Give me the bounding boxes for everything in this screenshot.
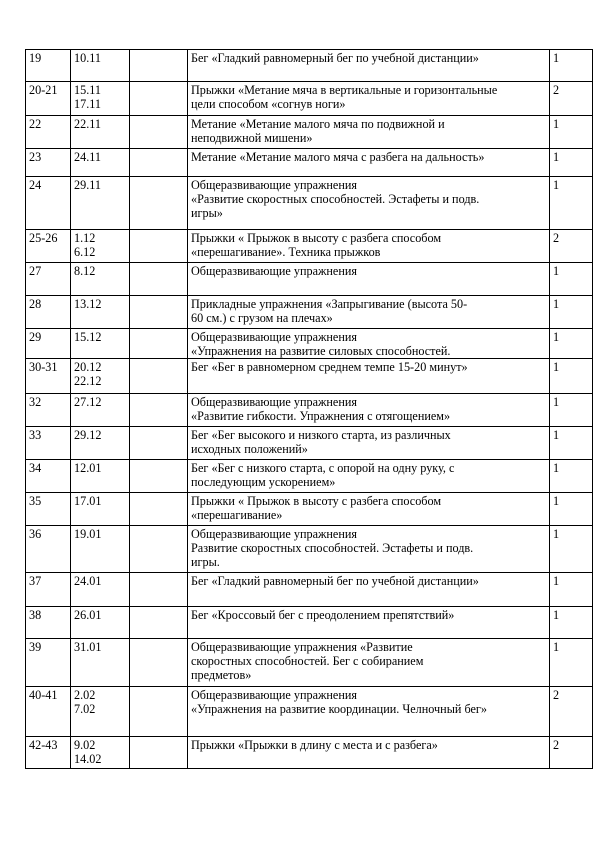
lesson-hours: 2 bbox=[553, 738, 560, 752]
lesson-hours: 1 bbox=[553, 297, 560, 311]
lesson-hours: 2 bbox=[553, 688, 560, 702]
lesson-number: 36 bbox=[29, 527, 42, 541]
lesson-topic-line: «Развитие скоростных способностей. Эстафеты и подв. bbox=[191, 192, 480, 206]
lesson-hours-cell bbox=[550, 573, 593, 607]
lesson-topic-line: «Развитие гибкости. Упражнения с отягощением» bbox=[191, 409, 451, 423]
lesson-number: 42-43 bbox=[29, 738, 58, 752]
lesson-topic-cell bbox=[188, 329, 550, 359]
empty-cell bbox=[130, 116, 188, 149]
empty-cell bbox=[130, 149, 188, 177]
lesson-number-cell bbox=[26, 263, 71, 296]
lesson-date: 9.02 bbox=[74, 738, 96, 752]
lesson-hours-cell bbox=[550, 607, 593, 639]
table-row bbox=[26, 493, 593, 526]
lesson-number-cell bbox=[26, 329, 71, 359]
lesson-number-cell bbox=[26, 573, 71, 607]
lesson-topic-line: последующим ускорением» bbox=[191, 475, 336, 489]
empty-cell bbox=[130, 687, 188, 737]
lesson-number-cell bbox=[26, 116, 71, 149]
table-row bbox=[26, 607, 593, 639]
lesson-hours: 2 bbox=[553, 231, 560, 245]
lesson-date-cell bbox=[71, 687, 130, 737]
lesson-number: 23 bbox=[29, 150, 42, 164]
lesson-topic-line: Общеразвивающие упражнения bbox=[191, 527, 357, 541]
lesson-date-cell bbox=[71, 263, 130, 296]
lesson-topic-cell bbox=[188, 460, 550, 493]
lesson-date: 17.01 bbox=[74, 494, 102, 508]
lesson-date: 13.12 bbox=[74, 297, 102, 311]
lesson-topic-line: цели способом «согнув ноги» bbox=[191, 97, 346, 111]
lesson-topic-line: Метание «Метание малого мяча по подвижной и bbox=[191, 117, 445, 131]
lesson-topic-line: Бег «Гладкий равномерный бег по учебной дистанции» bbox=[191, 51, 479, 65]
table-row bbox=[26, 177, 593, 230]
lesson-topic-line: Бег «Бег в равномерном среднем темпе 15-20 минут» bbox=[191, 360, 468, 374]
lesson-date: 14.02 bbox=[74, 752, 102, 766]
lesson-topic-line: исходных положений» bbox=[191, 442, 308, 456]
lesson-number-cell bbox=[26, 737, 71, 769]
lesson-hours-cell bbox=[550, 263, 593, 296]
lesson-number-cell bbox=[26, 394, 71, 427]
lesson-hours-cell bbox=[550, 116, 593, 149]
lesson-topic-line: Бег «Бег высокого и низкого старта, из различных bbox=[191, 428, 451, 442]
lesson-date: 20.12 bbox=[74, 360, 102, 374]
lesson-topic-line: предметов» bbox=[191, 668, 252, 682]
lesson-topic-line: Метание «Метание малого мяча с разбега на дальность» bbox=[191, 150, 485, 164]
lesson-date-cell bbox=[71, 427, 130, 460]
lesson-topic-cell bbox=[188, 687, 550, 737]
lesson-hours-cell bbox=[550, 639, 593, 687]
lesson-number-cell bbox=[26, 177, 71, 230]
lesson-hours-cell bbox=[550, 460, 593, 493]
table-row bbox=[26, 460, 593, 493]
lesson-hours-cell bbox=[550, 50, 593, 82]
lesson-date: 12.01 bbox=[74, 461, 102, 475]
lesson-topic-line: Прикладные упражнения «Запрыгивание (высота 50- bbox=[191, 297, 468, 311]
lesson-number: 40-41 bbox=[29, 688, 58, 702]
lesson-date: 22.11 bbox=[74, 117, 101, 131]
lesson-hours: 1 bbox=[553, 461, 560, 475]
lesson-date-cell bbox=[71, 573, 130, 607]
lesson-topic-line: Общеразвивающие упражнения bbox=[191, 178, 357, 192]
lesson-number-cell bbox=[26, 427, 71, 460]
lesson-hours: 1 bbox=[553, 330, 560, 344]
lesson-date: 31.01 bbox=[74, 640, 102, 654]
lesson-date: 26.01 bbox=[74, 608, 102, 622]
table-row bbox=[26, 82, 593, 116]
table-row bbox=[26, 639, 593, 687]
lesson-hours-cell bbox=[550, 526, 593, 573]
lesson-number: 29 bbox=[29, 330, 42, 344]
lesson-hours-cell bbox=[550, 359, 593, 394]
lesson-topic-line: Общеразвивающие упражнения bbox=[191, 395, 357, 409]
empty-cell bbox=[130, 296, 188, 329]
empty-cell bbox=[130, 526, 188, 573]
table-row bbox=[26, 116, 593, 149]
lesson-date: 24.11 bbox=[74, 150, 101, 164]
empty-cell bbox=[130, 82, 188, 116]
lesson-date: 1.12 bbox=[74, 231, 96, 245]
lesson-date: 8.12 bbox=[74, 264, 96, 278]
lesson-date-cell bbox=[71, 82, 130, 116]
lesson-number: 37 bbox=[29, 574, 42, 588]
lesson-date-cell bbox=[71, 639, 130, 687]
lesson-topic-cell bbox=[188, 573, 550, 607]
empty-cell bbox=[130, 427, 188, 460]
lesson-number-cell bbox=[26, 607, 71, 639]
lesson-topic-line: игры» bbox=[191, 206, 223, 220]
lesson-hours: 1 bbox=[553, 527, 560, 541]
table-row bbox=[26, 573, 593, 607]
lesson-topic-cell bbox=[188, 526, 550, 573]
lesson-hours: 1 bbox=[553, 360, 560, 374]
lesson-number: 35 bbox=[29, 494, 42, 508]
lesson-topic-cell bbox=[188, 149, 550, 177]
lesson-date-cell bbox=[71, 50, 130, 82]
lesson-number-cell bbox=[26, 460, 71, 493]
lesson-number: 38 bbox=[29, 608, 42, 622]
table-body bbox=[26, 50, 593, 769]
lesson-date: 15.12 bbox=[74, 330, 102, 344]
lesson-number-cell bbox=[26, 82, 71, 116]
lesson-topic-cell bbox=[188, 493, 550, 526]
lesson-date-cell bbox=[71, 460, 130, 493]
lesson-topic-line: Общеразвивающие упражнения bbox=[191, 264, 357, 278]
table-row bbox=[26, 263, 593, 296]
lesson-hours-cell bbox=[550, 177, 593, 230]
lesson-number: 34 bbox=[29, 461, 42, 475]
lesson-hours-cell bbox=[550, 737, 593, 769]
lesson-topic-line: неподвижной мишени» bbox=[191, 131, 313, 145]
lesson-hours: 1 bbox=[553, 395, 560, 409]
lesson-number: 39 bbox=[29, 640, 42, 654]
lesson-topic-line: Прыжки « Прыжок в высоту с разбега способом bbox=[191, 231, 442, 245]
lesson-date-cell bbox=[71, 394, 130, 427]
lesson-hours-cell bbox=[550, 230, 593, 263]
lesson-hours: 1 bbox=[553, 428, 560, 442]
lesson-topic-line: скоростных способностей. Бег с собиранием bbox=[191, 654, 424, 668]
lesson-hours: 1 bbox=[553, 574, 560, 588]
lesson-date-cell bbox=[71, 296, 130, 329]
lesson-topic-cell bbox=[188, 359, 550, 394]
lesson-topic-cell bbox=[188, 639, 550, 687]
lesson-date-cell bbox=[71, 149, 130, 177]
empty-cell bbox=[130, 737, 188, 769]
lesson-date: 15.11 bbox=[74, 83, 101, 97]
lesson-date: 6.12 bbox=[74, 245, 96, 259]
lesson-number-cell bbox=[26, 230, 71, 263]
lesson-topic-cell bbox=[188, 50, 550, 82]
table-row bbox=[26, 526, 593, 573]
lesson-topic-line: «перешагивание» bbox=[191, 508, 283, 522]
table-row bbox=[26, 50, 593, 82]
table-row bbox=[26, 687, 593, 737]
lesson-number-cell bbox=[26, 639, 71, 687]
lesson-number: 28 bbox=[29, 297, 42, 311]
empty-cell bbox=[130, 573, 188, 607]
lesson-hours-cell bbox=[550, 394, 593, 427]
lesson-number: 19 bbox=[29, 51, 42, 65]
empty-cell bbox=[130, 607, 188, 639]
lesson-number-cell bbox=[26, 687, 71, 737]
lesson-hours-cell bbox=[550, 149, 593, 177]
lesson-topic-line: Прыжки « Прыжок в высоту с разбега способом bbox=[191, 494, 442, 508]
empty-cell bbox=[130, 359, 188, 394]
lesson-date-cell bbox=[71, 230, 130, 263]
lesson-date: 10.11 bbox=[74, 51, 101, 65]
lesson-date-cell bbox=[71, 737, 130, 769]
lesson-hours: 1 bbox=[553, 264, 560, 278]
lesson-number: 32 bbox=[29, 395, 42, 409]
table-row bbox=[26, 394, 593, 427]
lesson-number: 20-21 bbox=[29, 83, 58, 97]
lesson-number-cell bbox=[26, 359, 71, 394]
lesson-plan-table bbox=[25, 49, 593, 769]
lesson-topic-line: 60 см.) с грузом на плечах» bbox=[191, 311, 333, 325]
lesson-hours: 1 bbox=[553, 51, 560, 65]
lesson-hours: 2 bbox=[553, 83, 560, 97]
lesson-hours: 1 bbox=[553, 150, 560, 164]
lesson-date-cell bbox=[71, 607, 130, 639]
table-row bbox=[26, 329, 593, 359]
empty-cell bbox=[130, 460, 188, 493]
empty-cell bbox=[130, 177, 188, 230]
table-row bbox=[26, 359, 593, 394]
lesson-topic-line: Прыжки «Метание мяча в вертикальные и горизонтальные bbox=[191, 83, 498, 97]
lesson-date: 17.11 bbox=[74, 97, 101, 111]
lesson-topic-line: Общеразвивающие упражнения bbox=[191, 330, 357, 344]
lesson-hours-cell bbox=[550, 82, 593, 116]
lesson-hours: 1 bbox=[553, 117, 560, 131]
lesson-hours-cell bbox=[550, 427, 593, 460]
lesson-topic-cell bbox=[188, 82, 550, 116]
lesson-number: 22 bbox=[29, 117, 42, 131]
empty-cell bbox=[130, 230, 188, 263]
empty-cell bbox=[130, 639, 188, 687]
lesson-number: 33 bbox=[29, 428, 42, 442]
lesson-date-cell bbox=[71, 359, 130, 394]
lesson-date-cell bbox=[71, 177, 130, 230]
lesson-topic-cell bbox=[188, 394, 550, 427]
lesson-date: 2.02 bbox=[74, 688, 96, 702]
lesson-topic-line: Развитие скоростных способностей. Эстафеты и подв. bbox=[191, 541, 474, 555]
lesson-date: 7.02 bbox=[74, 702, 96, 716]
lesson-date-cell bbox=[71, 526, 130, 573]
lesson-hours: 1 bbox=[553, 640, 560, 654]
lesson-topic-cell bbox=[188, 230, 550, 263]
lesson-hours: 1 bbox=[553, 608, 560, 622]
table-row bbox=[26, 230, 593, 263]
lesson-topic-cell bbox=[188, 116, 550, 149]
lesson-topic-line: Бег «Бег с низкого старта, с опорой на одну руку, с bbox=[191, 461, 455, 475]
lesson-hours: 1 bbox=[553, 178, 560, 192]
lesson-date-cell bbox=[71, 116, 130, 149]
lesson-date: 22.12 bbox=[74, 374, 102, 388]
table-row bbox=[26, 427, 593, 460]
lesson-date-cell bbox=[71, 329, 130, 359]
lesson-number: 30-31 bbox=[29, 360, 58, 374]
lesson-topic-line: Бег «Кроссовый бег с преодолением препятствий» bbox=[191, 608, 455, 622]
lesson-hours-cell bbox=[550, 329, 593, 359]
lesson-hours: 1 bbox=[553, 494, 560, 508]
lesson-number-cell bbox=[26, 296, 71, 329]
lesson-number-cell bbox=[26, 526, 71, 573]
lesson-hours-cell bbox=[550, 296, 593, 329]
lesson-date: 27.12 bbox=[74, 395, 102, 409]
lesson-topic-line: Бег «Гладкий равномерный бег по учебной дистанции» bbox=[191, 574, 479, 588]
table-row bbox=[26, 296, 593, 329]
lesson-hours-cell bbox=[550, 493, 593, 526]
lesson-date: 24.01 bbox=[74, 574, 102, 588]
lesson-number: 27 bbox=[29, 264, 42, 278]
lesson-topic-line: игры. bbox=[191, 555, 220, 569]
lesson-topic-cell bbox=[188, 296, 550, 329]
lesson-number-cell bbox=[26, 149, 71, 177]
empty-cell bbox=[130, 50, 188, 82]
lesson-date: 29.11 bbox=[74, 178, 101, 192]
lesson-topic-line: Прыжки «Прыжки в длину с места и с разбега» bbox=[191, 738, 438, 752]
lesson-topic-line: Общеразвивающие упражнения bbox=[191, 688, 357, 702]
lesson-date: 19.01 bbox=[74, 527, 102, 541]
lesson-topic-line: Общеразвивающие упражнения «Развитие bbox=[191, 640, 413, 654]
empty-cell bbox=[130, 493, 188, 526]
lesson-topic-line: «Упражнения на развитие силовых способностей. bbox=[191, 344, 451, 358]
lesson-date: 29.12 bbox=[74, 428, 102, 442]
lesson-topic-line: «Упражнения на развитие координации. Челночный бег» bbox=[191, 702, 488, 716]
lesson-topic-cell bbox=[188, 737, 550, 769]
empty-cell bbox=[130, 394, 188, 427]
empty-cell bbox=[130, 329, 188, 359]
lesson-topic-cell bbox=[188, 263, 550, 296]
lesson-number-cell bbox=[26, 493, 71, 526]
table-row bbox=[26, 149, 593, 177]
lesson-number-cell bbox=[26, 50, 71, 82]
lesson-hours-cell bbox=[550, 687, 593, 737]
table-row bbox=[26, 737, 593, 769]
lesson-number: 24 bbox=[29, 178, 42, 192]
lesson-topic-cell bbox=[188, 177, 550, 230]
lesson-number: 25-26 bbox=[29, 231, 58, 245]
lesson-date-cell bbox=[71, 493, 130, 526]
empty-cell bbox=[130, 263, 188, 296]
lesson-topic-cell bbox=[188, 427, 550, 460]
lesson-topic-cell bbox=[188, 607, 550, 639]
lesson-topic-line: «перешагивание». Техника прыжков bbox=[191, 245, 381, 259]
